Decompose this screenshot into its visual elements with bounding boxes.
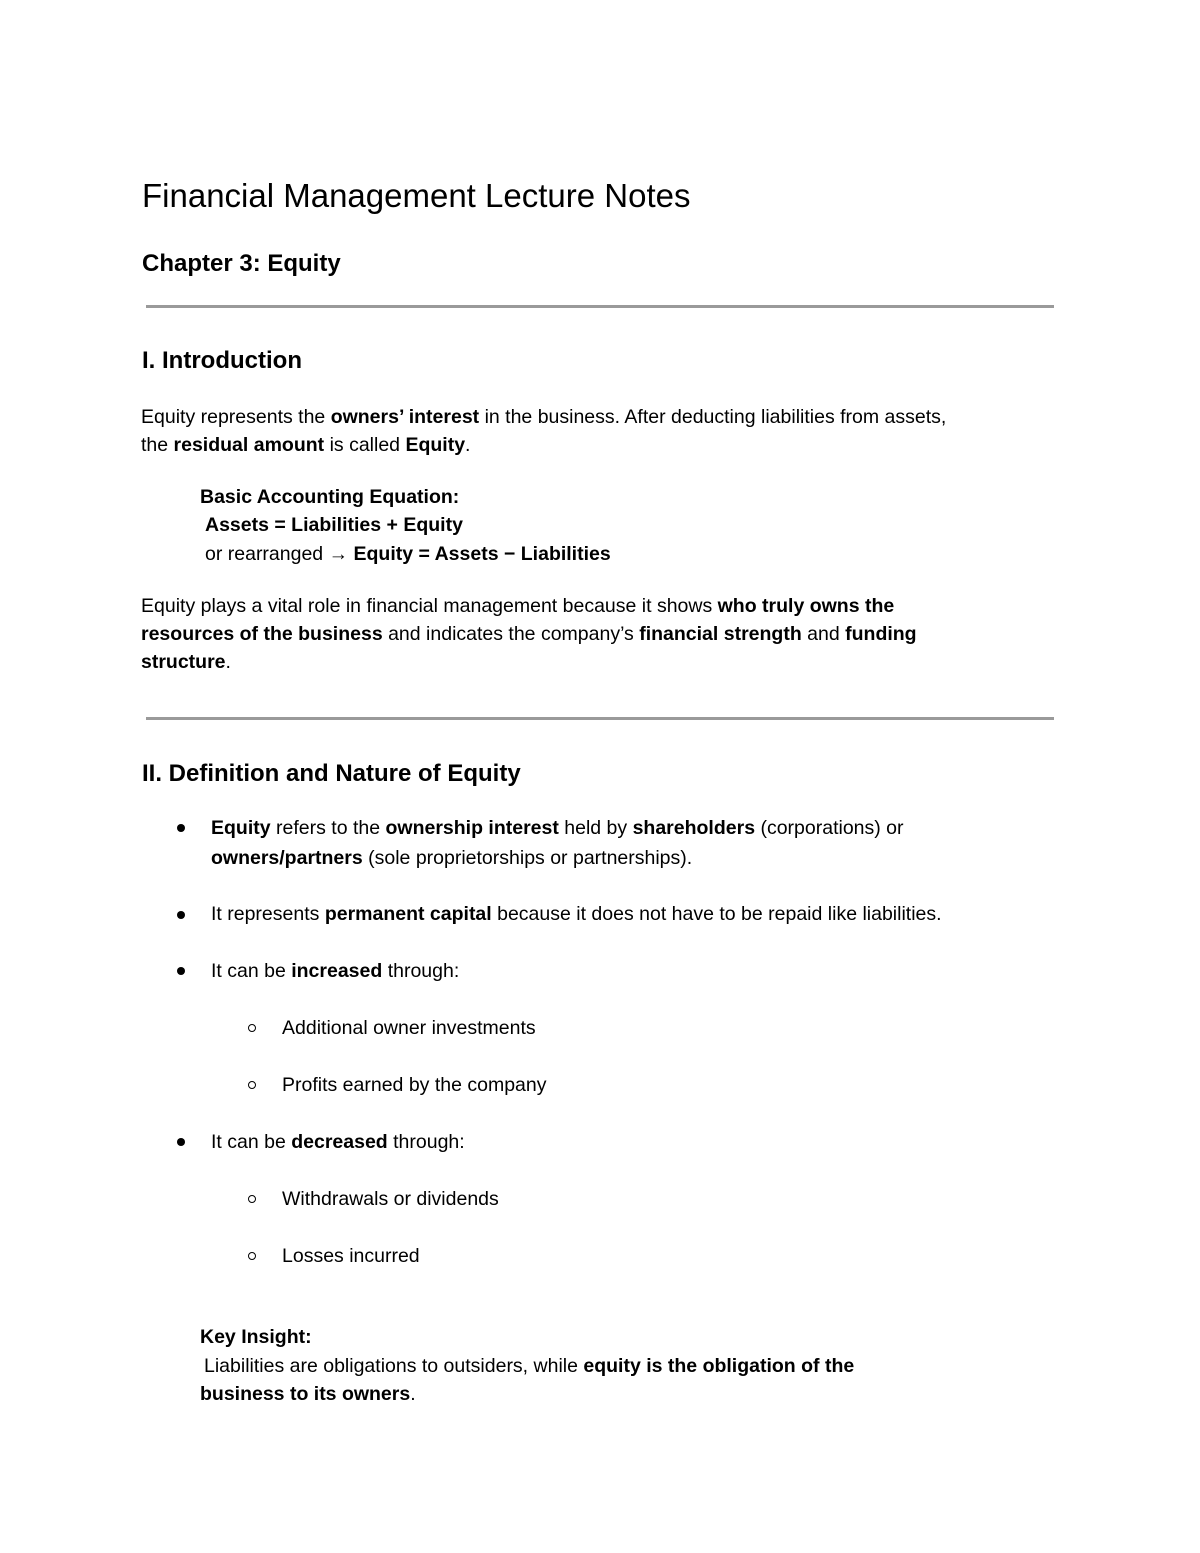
intro-paragraph-2-line-2 bbox=[141, 620, 917, 648]
document-title: Financial Management Lecture Notes bbox=[142, 177, 691, 214]
sub-bullet: Profits earned by the company bbox=[282, 1074, 547, 1096]
text-run: . bbox=[465, 434, 471, 456]
section-heading-definition: II. Definition and Nature of Equity bbox=[142, 760, 521, 787]
bullet-icon bbox=[177, 1138, 185, 1146]
intro-paragraph-line-2 bbox=[141, 431, 470, 459]
sub-bullet: Additional owner investments bbox=[282, 1017, 536, 1039]
bold-text: equity is the obligation of the bbox=[583, 1355, 855, 1377]
equation-formula: Assets = Liabilities + Equity bbox=[205, 514, 463, 536]
bold-text: shareholders bbox=[632, 817, 756, 839]
text-run: (corporations) or bbox=[755, 817, 904, 839]
bullet-1-line-1 bbox=[211, 814, 904, 842]
bold-text: permanent capital bbox=[324, 903, 492, 925]
text-run: Equity plays a vital role in financial management because it shows bbox=[141, 595, 718, 617]
text-run: . bbox=[410, 1383, 416, 1405]
sub-bullet: Losses incurred bbox=[282, 1245, 420, 1267]
bold-text: decreased bbox=[291, 1131, 388, 1153]
text-run: refers to the bbox=[270, 817, 386, 839]
text-run: the bbox=[141, 434, 174, 456]
text-run: Liabilities are obligations to outsiders, while bbox=[204, 1355, 584, 1377]
text-run: held by bbox=[558, 817, 633, 839]
text-run: Equity represents the bbox=[141, 406, 331, 428]
key-insight-line-2 bbox=[200, 1380, 416, 1408]
bullet-icon bbox=[177, 967, 185, 975]
bold-text: owners’ interest bbox=[330, 406, 480, 428]
circle-bullet-icon bbox=[248, 1081, 256, 1089]
key-insight-line-1 bbox=[204, 1352, 854, 1380]
text-run: through: bbox=[387, 1131, 465, 1153]
text-run: in the business. After deducting liabilities from assets, bbox=[479, 406, 947, 428]
text-run: and bbox=[801, 623, 846, 645]
bold-text: who truly owns the bbox=[717, 595, 895, 617]
bullet-2 bbox=[211, 900, 942, 928]
sub-bullet: Withdrawals or dividends bbox=[282, 1188, 499, 1210]
text-run: It can be bbox=[211, 1131, 292, 1153]
equation-rearranged bbox=[205, 540, 611, 568]
bold-text: funding bbox=[845, 623, 917, 645]
circle-bullet-icon bbox=[248, 1195, 256, 1203]
intro-paragraph-2-line-1 bbox=[141, 592, 894, 620]
bold-text: Equity bbox=[405, 434, 466, 456]
bold-text: ownership interest bbox=[385, 817, 559, 839]
intro-paragraph-2-line-3 bbox=[141, 648, 231, 676]
intro-paragraph-line-1 bbox=[141, 403, 946, 431]
bold-text: increased bbox=[291, 960, 383, 982]
horizontal-rule bbox=[146, 717, 1054, 720]
bullet-icon bbox=[177, 824, 185, 832]
bold-text: Equity = Assets − Liabilities bbox=[353, 543, 611, 565]
text-run: and indicates the company’s bbox=[382, 623, 640, 645]
key-insight-label: Key Insight: bbox=[200, 1326, 312, 1348]
text-run: is called bbox=[324, 434, 406, 456]
text-run: It represents bbox=[211, 903, 325, 925]
text-run: or rearranged → bbox=[205, 543, 354, 565]
section-heading-introduction: I. Introduction bbox=[142, 347, 302, 374]
horizontal-rule bbox=[146, 305, 1054, 308]
circle-bullet-icon bbox=[248, 1252, 256, 1260]
bold-text: structure bbox=[141, 651, 226, 673]
bold-text: Equity bbox=[211, 817, 271, 839]
text-run: through: bbox=[382, 960, 460, 982]
bold-text: resources of the business bbox=[141, 623, 383, 645]
text-run: . bbox=[225, 651, 231, 673]
chapter-heading: Chapter 3: Equity bbox=[142, 250, 341, 277]
bullet-4 bbox=[211, 1128, 465, 1156]
bold-text: owners/partners bbox=[211, 847, 363, 869]
bullet-icon bbox=[177, 911, 185, 919]
equation-label: Basic Accounting Equation: bbox=[200, 486, 460, 508]
bold-text: residual amount bbox=[173, 434, 325, 456]
bold-text: financial strength bbox=[639, 623, 802, 645]
bold-text: business to its owners bbox=[200, 1383, 411, 1405]
text-run: It can be bbox=[211, 960, 292, 982]
circle-bullet-icon bbox=[248, 1024, 256, 1032]
text-run: because it does not have to be repaid like liabilities. bbox=[491, 903, 942, 925]
bullet-1-line-2 bbox=[211, 844, 692, 872]
text-run: (sole proprietorships or partnerships). bbox=[362, 847, 693, 869]
bullet-3 bbox=[211, 957, 459, 985]
